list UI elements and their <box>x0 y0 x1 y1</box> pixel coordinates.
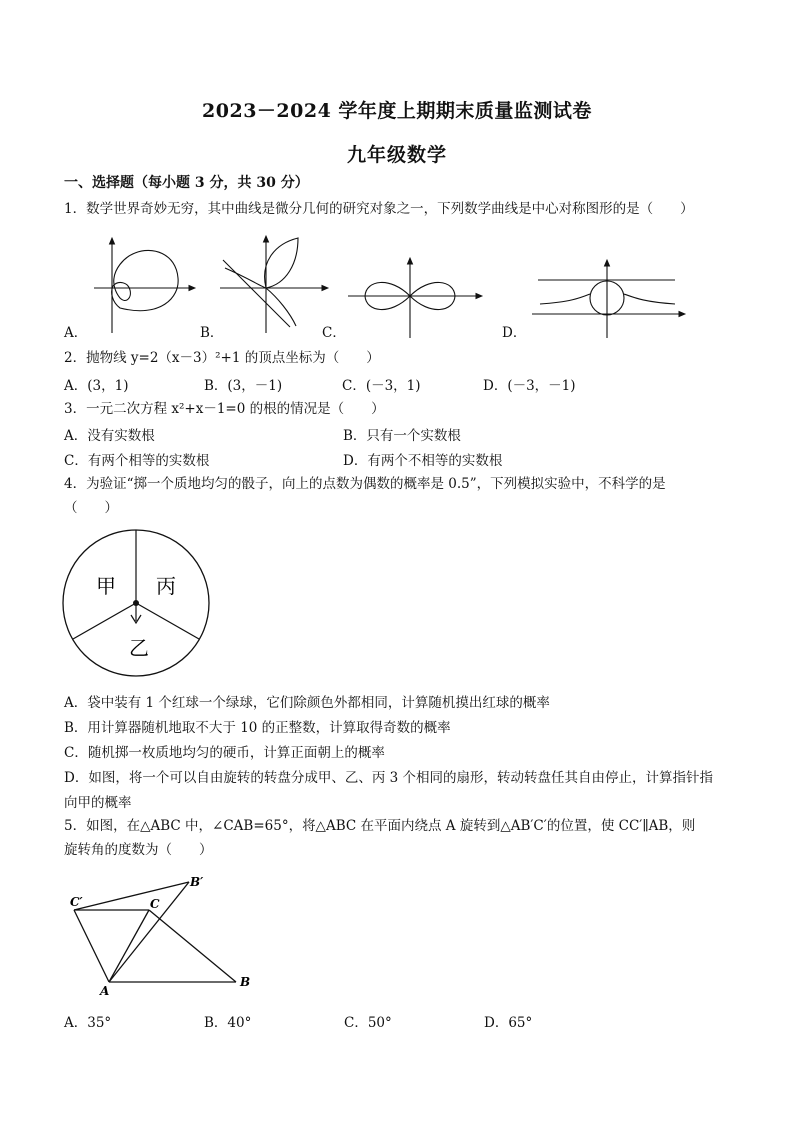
q1-option-d: D． <box>502 325 527 341</box>
q4-stem-line1: 4．为验证“掷一个质地均匀的骰子，向上的点数为偶数的概率是 0.5”，下列模拟实验中，不科学的是 <box>64 476 666 492</box>
point-c-prime: C′ <box>70 895 83 909</box>
q4-option-b: B．用计算器随机地取不大于 10 的正整数，计算取得奇数的概率 <box>64 720 451 736</box>
q3-option-d: D．有两个不相等的实数根 <box>343 453 503 469</box>
section-heading: 一、选择题（每小题 3 分，共 30 分） <box>64 175 309 191</box>
q1-option-c: C． <box>322 325 346 341</box>
q1-stem: 1．数学世界奇妙无穷，其中曲线是微分几何的研究对象之一，下列数学曲线是中心对称图形的是（ ） <box>64 201 694 217</box>
q1-curve-figures <box>60 228 700 340</box>
curve-b-figure <box>220 236 328 333</box>
q5-option-b: B．40° <box>204 1015 252 1031</box>
rotation-triangle-figure <box>64 870 264 1000</box>
curve-a-figure <box>94 238 195 333</box>
q4-option-d: D．如图，将一个可以自由旋转的转盘分成甲、乙、丙 3 个相同的扇形，转动转盘任其自由停止，计算指针指 <box>64 770 713 786</box>
curve-d-figure <box>532 260 685 338</box>
q3-option-b: B．只有一个实数根 <box>343 428 461 444</box>
q5-option-a: A．35° <box>64 1015 112 1031</box>
point-b: B <box>240 975 251 989</box>
spinner-label-bing: 丙 <box>156 574 176 598</box>
point-b-prime: B′ <box>190 875 204 889</box>
q5-option-d: D．65° <box>484 1015 533 1031</box>
q4-stem-line2: （ ） <box>64 500 118 516</box>
q4-option-c: C．随机掷一枚质地均匀的硬币，计算正面朝上的概率 <box>64 745 385 761</box>
q3-option-c: C．有两个相等的实数根 <box>64 453 210 469</box>
spinner-label-jia: 甲 <box>96 574 116 598</box>
q2-option-b: B．(3，－1) <box>204 378 283 394</box>
q2-option-d: D．(－3，－1) <box>483 378 576 394</box>
point-a: A <box>100 984 110 998</box>
q3-option-a: A．没有实数根 <box>64 428 155 444</box>
q2-stem: 2．抛物线 y=2（x－3）²+1 的顶点坐标为（ ） <box>64 350 380 366</box>
q4-option-d-cont: 向甲的概率 <box>64 795 132 811</box>
q5-option-c: C．50° <box>344 1015 392 1031</box>
spinner-figure <box>60 525 220 685</box>
exam-title: 2023－2024 学年度上期期末质量监测试卷 <box>202 100 592 122</box>
curve-c-figure <box>348 258 482 338</box>
q2-option-a: A．(3，1) <box>64 378 129 394</box>
exam-subtitle: 九年级数学 <box>346 144 447 166</box>
q4-option-a: A．袋中装有 1 个红球一个绿球，它们除颜色外都相同，计算随机摸出红球的概率 <box>64 695 550 711</box>
q3-stem: 3．一元二次方程 x²+x－1=0 的根的情况是（ ） <box>64 401 385 417</box>
q1-option-b: B． <box>200 325 224 341</box>
point-c: C <box>150 897 160 911</box>
spinner-label-yi: 乙 <box>129 636 149 660</box>
q5-stem-line2: 旋转角的度数为（ ） <box>64 842 213 858</box>
q1-option-a: A． <box>64 325 88 341</box>
q2-option-c: C．(－3，1) <box>342 378 421 394</box>
q5-stem-line1: 5．如图，在△ABC 中，∠CAB=65°，将△ABC 在平面内绕点 A 旋转到△AB′C′的位置，使 CC′∥AB，则 <box>64 818 696 834</box>
